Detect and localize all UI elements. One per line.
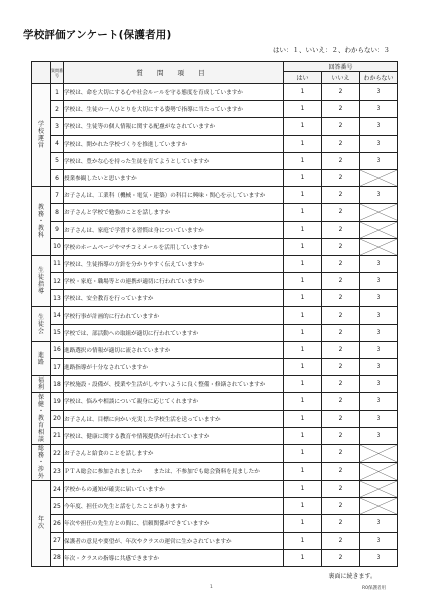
question-number: 15 (51, 324, 64, 341)
question-number: 28 (51, 549, 64, 566)
question-text: 学校は、健康に関する教育や情報提供が行われていますか (64, 427, 284, 444)
question-text: 進路指導が十分なされていますか (64, 359, 284, 376)
category-label: 保 健 ・ 教 育 相 談 (32, 393, 51, 445)
answer-no-cell[interactable]: 2 (322, 255, 360, 272)
answer-unknown-cell[interactable]: 3 (360, 273, 398, 290)
answer-not-applicable-cell (360, 444, 398, 462)
cross-out-icon (360, 204, 397, 220)
question-number: 26 (51, 515, 64, 532)
table-row (32, 427, 398, 444)
answer-yes-cell[interactable]: 1 (284, 393, 322, 410)
answer-yes-cell[interactable]: 1 (284, 549, 322, 566)
answer-yes-cell[interactable]: 1 (284, 444, 322, 462)
question-text: 今年度、担任の先生と話をしたことがありますか (64, 498, 284, 515)
question-text: 学校は、開かれた学校づくりを推進していますか (64, 135, 284, 152)
question-number: 8 (51, 204, 64, 221)
category-label: 総 務 ・ 渉 外 (32, 444, 51, 480)
category-label: 年 次 (32, 480, 51, 566)
question-number: 3 (51, 118, 64, 135)
answer-unknown-cell[interactable]: 3 (360, 515, 398, 532)
question-number: 7 (51, 187, 64, 204)
question-text: 学校は、生徒指導の方針を分かりやすく伝えていますか (64, 255, 284, 272)
answer-unknown-cell[interactable]: 3 (360, 152, 398, 169)
question-text: お子さんと給食のことを話しますか (64, 444, 284, 462)
answer-no-cell[interactable]: 2 (322, 187, 360, 204)
header-answer-number: 回答番号 (284, 62, 398, 72)
question-text: 学校施設・設備が、授業や生活がしやすいように良く整備・修繕されていますか (64, 376, 284, 393)
category-label: 学 校 運 営 (32, 84, 51, 187)
answer-no-cell[interactable]: 2 (322, 84, 360, 101)
page-number: 1 (210, 585, 213, 590)
answer-yes-cell[interactable]: 1 (284, 324, 322, 341)
table-row (32, 549, 398, 566)
answer-no-cell[interactable]: 2 (322, 515, 360, 532)
answer-not-applicable-cell (360, 498, 398, 515)
answer-yes-cell[interactable]: 1 (284, 135, 322, 152)
answer-yes-cell[interactable]: 1 (284, 118, 322, 135)
question-number: 20 (51, 410, 64, 427)
question-number: 17 (51, 359, 64, 376)
header-answer-yes: はい (284, 72, 322, 84)
answer-not-applicable-cell (360, 238, 398, 255)
answer-yes-cell[interactable]: 1 (284, 238, 322, 255)
header-answer-no: いいえ (322, 72, 360, 84)
answer-legend: はい：１、いいえ：２、わからない：３ (273, 46, 390, 54)
answer-not-applicable-cell (360, 480, 398, 497)
survey-table-body (32, 84, 398, 567)
answer-no-cell[interactable]: 2 (322, 135, 360, 152)
question-text: 学校は、悩みや相談について親身に応じてくれますか (64, 393, 284, 410)
answer-unknown-cell[interactable]: 3 (360, 427, 398, 444)
answer-yes-cell[interactable]: 1 (284, 427, 322, 444)
answer-no-cell[interactable]: 2 (322, 152, 360, 169)
answer-unknown-cell[interactable]: 3 (360, 359, 398, 376)
question-number: 25 (51, 498, 64, 515)
question-number: 23 (51, 462, 64, 480)
table-row (32, 135, 398, 152)
table-row (32, 359, 398, 376)
answer-yes-cell[interactable]: 1 (284, 498, 322, 515)
question-number: 14 (51, 307, 64, 324)
question-number: 12 (51, 273, 64, 290)
answer-no-cell[interactable]: 2 (322, 427, 360, 444)
answer-no-cell[interactable]: 2 (322, 444, 360, 462)
answer-yes-cell[interactable]: 1 (284, 376, 322, 393)
header-answer-unknown: わからない (360, 72, 398, 84)
table-row (32, 498, 398, 515)
question-number: 19 (51, 393, 64, 410)
answer-no-cell[interactable]: 2 (322, 307, 360, 324)
table-row (32, 444, 398, 462)
table-row (32, 515, 398, 532)
table-row (32, 307, 398, 324)
question-text: 学校は、生徒の一人ひとりを大切にする姿勢で指導に当たっていますか (64, 101, 284, 118)
question-text: 学校のホームページやマチコミメールを活用していますか (64, 238, 284, 255)
table-row (32, 204, 398, 221)
question-text: お子さんは、工業科（機械・電気・建築）の科目に興味・関心を示していますか (64, 187, 284, 204)
answer-no-cell[interactable]: 2 (322, 204, 360, 221)
table-row (32, 532, 398, 549)
answer-no-cell[interactable]: 2 (322, 324, 360, 341)
answer-yes-cell[interactable]: 1 (284, 152, 322, 169)
table-row (32, 410, 398, 427)
question-number: 24 (51, 480, 64, 497)
answer-yes-cell[interactable]: 1 (284, 255, 322, 272)
table-row (32, 169, 398, 186)
answer-not-applicable-cell (360, 204, 398, 221)
answer-no-cell[interactable]: 2 (322, 118, 360, 135)
answer-yes-cell[interactable]: 1 (284, 84, 322, 101)
answer-yes-cell[interactable]: 1 (284, 204, 322, 221)
question-text: 保護者の意見や要望が、年次やクラスの運営に生かされていますか (64, 532, 284, 549)
cross-out-icon (360, 239, 397, 255)
answer-unknown-cell[interactable]: 3 (360, 255, 398, 272)
table-row (32, 273, 398, 290)
answer-yes-cell[interactable]: 1 (284, 101, 322, 118)
cross-out-icon (360, 481, 397, 497)
answer-no-cell[interactable]: 2 (322, 221, 360, 238)
header-category-blank (32, 62, 51, 84)
question-number: 13 (51, 290, 64, 307)
document-title: 学校評価アンケート(保護者用) (23, 29, 172, 41)
answer-no-cell[interactable]: 2 (322, 410, 360, 427)
answer-no-cell[interactable]: 2 (322, 273, 360, 290)
table-row (32, 462, 398, 480)
question-text: 学校は、命を大切にする心や社会ルールを守る態度を育成していますか (64, 84, 284, 101)
table-row (32, 480, 398, 497)
answer-unknown-cell[interactable]: 3 (360, 549, 398, 566)
table-row (32, 290, 398, 307)
answer-yes-cell[interactable]: 1 (284, 273, 322, 290)
answer-no-cell[interactable]: 2 (322, 238, 360, 255)
question-text: 学校は、生徒等の個人情報に関する配慮がなされていますか (64, 118, 284, 135)
question-number: 21 (51, 427, 64, 444)
answer-unknown-cell[interactable]: 3 (360, 187, 398, 204)
question-text: 学校は、豊かな心を持った生徒を育てようとしていますか (64, 152, 284, 169)
answer-no-cell[interactable]: 2 (322, 169, 360, 186)
answer-not-applicable-cell (360, 169, 398, 186)
question-text: 学校は、安全教育を行っていますか (64, 290, 284, 307)
question-text: 学校・家庭・職場等との連携が適切に行われていますか (64, 273, 284, 290)
answer-yes-cell[interactable]: 1 (284, 359, 322, 376)
answer-yes-cell[interactable]: 1 (284, 290, 322, 307)
answer-yes-cell[interactable]: 1 (284, 307, 322, 324)
question-text: 学校からの通知が確実に届いていますか (64, 480, 284, 497)
answer-no-cell[interactable]: 2 (322, 462, 360, 480)
category-label: 教 務 ・ 教 科 (32, 187, 51, 256)
table-row (32, 324, 398, 341)
answer-yes-cell[interactable]: 1 (284, 480, 322, 497)
answer-no-cell[interactable]: 2 (322, 376, 360, 393)
question-number: 4 (51, 135, 64, 152)
table-row (32, 393, 398, 410)
question-number: 1 (51, 84, 64, 101)
answer-unknown-cell[interactable]: 3 (360, 290, 398, 307)
question-number: 6 (51, 169, 64, 186)
answer-not-applicable-cell (360, 462, 398, 480)
table-row (32, 187, 398, 204)
category-label: 生 徒 会 (32, 307, 51, 341)
answer-yes-cell[interactable]: 1 (284, 169, 322, 186)
cross-out-icon (360, 498, 397, 514)
answer-yes-cell[interactable]: 1 (284, 515, 322, 532)
table-row (32, 152, 398, 169)
cross-out-icon (360, 222, 397, 238)
continued-note: 裏面に続きます。 (328, 573, 376, 580)
cross-out-icon (360, 170, 397, 186)
table-row (32, 238, 398, 255)
answer-no-cell[interactable]: 2 (322, 359, 360, 376)
answer-yes-cell[interactable]: 1 (284, 221, 322, 238)
header-question-number: 質問番号 (51, 62, 64, 84)
answer-no-cell[interactable]: 2 (322, 341, 360, 358)
answer-unknown-cell[interactable]: 3 (360, 410, 398, 427)
question-number: 10 (51, 238, 64, 255)
answer-no-cell[interactable]: 2 (322, 480, 360, 497)
answer-unknown-cell[interactable]: 3 (360, 532, 398, 549)
form-code: R0保護者用 (362, 586, 386, 591)
answer-unknown-cell[interactable]: 3 (360, 324, 398, 341)
question-number: 18 (51, 376, 64, 393)
category-label: 福 利 (32, 376, 51, 393)
answer-unknown-cell[interactable]: 3 (360, 341, 398, 358)
answer-yes-cell[interactable]: 1 (284, 462, 322, 480)
table-row (32, 118, 398, 135)
table-row (32, 376, 398, 393)
question-text: お子さんと学校で勉強のことを話しますか (64, 204, 284, 221)
cross-out-icon (360, 463, 397, 480)
question-text: お子さんは、目標に向かい充実した学校生活を送っていますか (64, 410, 284, 427)
table-row (32, 255, 398, 272)
category-label: 生 徒 指 導 (32, 255, 51, 307)
answer-no-cell[interactable]: 2 (322, 532, 360, 549)
cross-out-icon (360, 445, 397, 462)
question-number: 5 (51, 152, 64, 169)
answer-unknown-cell[interactable]: 3 (360, 393, 398, 410)
answer-unknown-cell[interactable]: 3 (360, 376, 398, 393)
table-row (32, 84, 398, 101)
question-number: 11 (51, 255, 64, 272)
answer-unknown-cell[interactable]: 3 (360, 101, 398, 118)
question-number: 16 (51, 341, 64, 358)
answer-not-applicable-cell (360, 221, 398, 238)
answer-yes-cell[interactable]: 1 (284, 410, 322, 427)
answer-no-cell[interactable]: 2 (322, 498, 360, 515)
question-text: ＰＴＡ総会に参加されましたか または、不参加でも総会資料を見ましたか (64, 462, 284, 480)
answer-unknown-cell[interactable]: 3 (360, 118, 398, 135)
survey-table (31, 61, 398, 567)
answer-unknown-cell[interactable]: 3 (360, 84, 398, 101)
table-row (32, 101, 398, 118)
question-text: 学校では、部活動への取組が適切に行われていますか (64, 324, 284, 341)
answer-no-cell[interactable]: 2 (322, 290, 360, 307)
question-number: 9 (51, 221, 64, 238)
question-text: 授業参観したいと思いますか (64, 169, 284, 186)
question-text: 進路選択の情報が適切に流されていますか (64, 341, 284, 358)
question-number: 27 (51, 532, 64, 549)
question-number: 2 (51, 101, 64, 118)
question-text: 年次や担任の先生方との間に、信頼関係ができていますか (64, 515, 284, 532)
table-row (32, 221, 398, 238)
answer-yes-cell[interactable]: 1 (284, 532, 322, 549)
question-text: お子さんは、家庭で学習する習慣は身についていますか (64, 221, 284, 238)
answer-unknown-cell[interactable]: 3 (360, 307, 398, 324)
answer-yes-cell[interactable]: 1 (284, 187, 322, 204)
header-question-items: 質 問 項 目 (64, 62, 284, 84)
question-text: 年次・クラスの指導に共感できますか (64, 549, 284, 566)
question-text: 学校行事が計画的に行われていますか (64, 307, 284, 324)
answer-yes-cell[interactable]: 1 (284, 341, 322, 358)
table-row (32, 341, 398, 358)
survey-table-header (32, 62, 398, 84)
answer-no-cell[interactable]: 2 (322, 549, 360, 566)
answer-no-cell[interactable]: 2 (322, 101, 360, 118)
question-number: 22 (51, 444, 64, 462)
answer-unknown-cell[interactable]: 3 (360, 135, 398, 152)
answer-no-cell[interactable]: 2 (322, 393, 360, 410)
category-label: 進 路 (32, 341, 51, 375)
